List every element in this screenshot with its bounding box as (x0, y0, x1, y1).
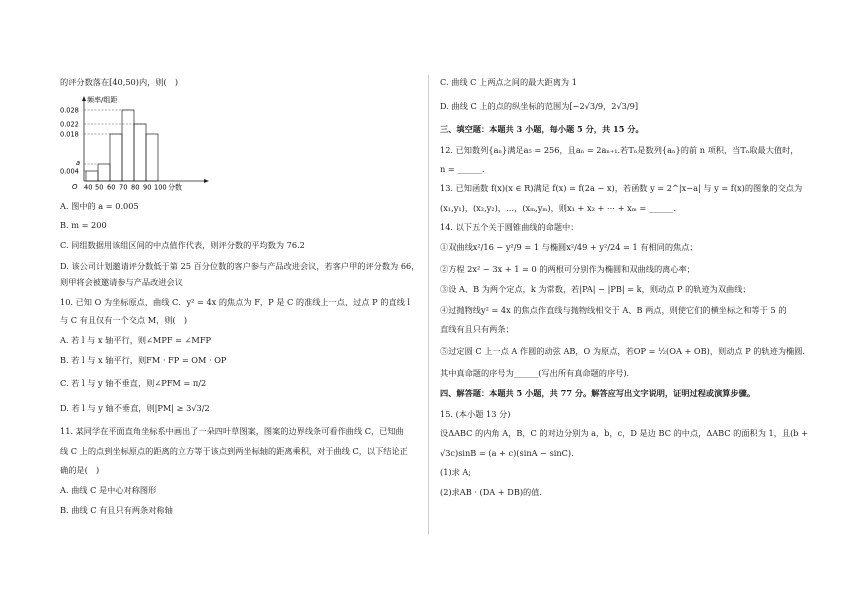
hist-bar (86, 171, 98, 181)
q11-option-c: C. 曲线 C 上两点之间的最大距离为 1 (440, 77, 577, 87)
q11-stem-line2: 线 C 上的点到坐标原点的距离的立方等于该点到两坐标轴的距离乘积，对于曲线 C，以下结论正 (60, 446, 408, 456)
q15-stem-line1: 设ΔABC 的内角 A，B，C 的对边分别为 a，b，c，D 是边 BC 的中点，ΔABC 的面积为 1，且(b + (440, 428, 809, 438)
q14-proposition-4-line2: 直线有且只有两条； (440, 324, 514, 334)
q10-stem-line2: 与 C 有且仅有一个交点 M，则( ) (60, 315, 188, 325)
q11-stem-line3: 确的是( ) (60, 465, 100, 475)
frequency-histogram (60, 93, 210, 193)
q9-option-d-line1: D. 该公司计划邀请评分数低于第 25 百分位数的客户参与产品改进会议，若客户甲的评分数为 66， (60, 261, 420, 271)
hist-xlabel: 分数 (168, 183, 182, 192)
hist-bar (110, 134, 122, 181)
q15-part-2: (2)求AB · (DA + DB)的值. (440, 487, 543, 497)
x-tick: 40 (84, 183, 93, 192)
y-tick: a (76, 159, 81, 167)
section-4-heading: 四、解答题：本题共 5 小题，共 77 分。解答应写出文字说明，证明过程或演算步骤。 (440, 388, 756, 398)
q11-option-a: A. 曲线 C 是中心对称图形 (60, 485, 157, 495)
q10-option-b: B. 若 l 与 x 轴平行，则FM · FP = OM · OP (60, 355, 227, 365)
q14-proposition-5: ⑤过定圆 C 上一点 A 作圆的动弦 AB，O 为原点，若OP = ½(OA + OB)，则动点 P 的轨迹为椭圆. (440, 346, 806, 356)
q10-option-d: D. 若 l 与 y 轴不垂直，则|PM| ≥ 3√3/2 (60, 403, 210, 413)
q9-option-d-line2: 则甲将会被邀请参与产品改进会议 (60, 277, 183, 287)
q9-option-c: C. 同组数据用该组区间的中点值作代表，则评分数的平均数为 76.2 (60, 240, 305, 250)
x-tick: 100 (154, 183, 167, 192)
hist-bar (98, 164, 110, 181)
q12-line2: n = ______. (440, 164, 485, 174)
x-tick: 90 (143, 183, 152, 192)
q10-option-a: A. 若 l 与 x 轴平行，则∠MPF = ∠MFP (60, 335, 212, 345)
q9-option-a: A. 图中的 a = 0.005 (60, 201, 139, 211)
hist-bar (122, 110, 134, 181)
q12-line1: 12. 已知数列{aₙ}满足a₅ = 256，且aₙ = 2aₙ₊₁.若Tₙ是数列{aₙ}的前 n 项积，当Tₙ取最大值时， (440, 145, 799, 155)
q11-stem-line1: 11. 某同学在平面直角坐标系中画出了一朵四叶草图案，图案的边界线条可看作曲线 C，已知曲 (60, 426, 404, 436)
column-divider (428, 75, 429, 535)
q15-header: 15. (本小题 13 分) (440, 409, 511, 419)
y-tick: 0.004 (60, 167, 79, 176)
x-tick: 70 (119, 183, 128, 192)
q13-line1: 13. 已知函数 f(x)(x ∈ R)满足 f(x) = f(2a − x)，若函数 y = 2^|x−a| 与 y = f(x)的图象的交点为 (440, 183, 803, 193)
q14-proposition-2: ②方程 2x² − 3x + 1 = 0 的两根可分别作为椭圆和双曲线的离心率； (440, 264, 695, 274)
hist-origin: O (72, 183, 78, 191)
q11-option-d: D. 曲线 C 上的点的纵坐标的范围为[−2√3/9，2√3/9] (440, 101, 639, 111)
q11-option-b: B. 曲线 C 有且只有两条对称轴 (60, 505, 173, 515)
y-tick: 0.018 (60, 130, 79, 139)
q15-stem-line2: √3c)sinB = (a + c)(sinA − sinC). (440, 448, 574, 458)
q15-part-1: (1)求 A; (440, 467, 472, 477)
hist-bar (134, 124, 146, 181)
hist-bar (146, 134, 158, 181)
q13-line2: (x₁,y₁)，(x₂,y₂)，…，(xₘ,yₘ)，则x₁ + x₂ + ⋯ + xₘ = ______. (440, 203, 677, 213)
q14-proposition-1: ①双曲线x²/16 − y²/9 = 1 与椭圆x²/49 + y²/24 = 1 有相同的焦点； (440, 242, 698, 252)
x-tick: 60 (107, 183, 116, 192)
q14-proposition-3: ③设 A、B 为两个定点，k 为常数，若|PA| − |PB| = k，则动点 P 的轨迹为双曲线； (440, 284, 751, 294)
x-tick: 80 (131, 183, 140, 192)
y-tick: 0.022 (60, 120, 79, 129)
q9-intro: 的评分数落在[40,50)内，则( ) (60, 77, 179, 87)
q10-stem-line1: 10. 已知 O 为坐标原点，曲线 C．y² = 4x 的焦点为 F，P 是 C 的准线上一点，过点 P 的直线 l (60, 297, 411, 307)
y-tick: 0.028 (60, 106, 79, 115)
q10-option-c: C. 若 l 与 y 轴不垂直，则∠PFM = π/2 (60, 378, 207, 388)
hist-ylabel: 频率/组距 (87, 96, 118, 104)
section-3-heading: 三、填空题：本题共 3 小题，每小题 5 分，共 15 分。 (440, 124, 644, 134)
q14-proposition-4-line1: ④过抛物线y² = 4x 的焦点作直线与抛物线相交于 A、B 两点，则使它们的横坐标之和等于 5 的 (440, 305, 787, 315)
q9-option-b: B. m = 200 (60, 220, 107, 230)
q14-stem: 14. 以下五个关于圆锥曲线的命题中： (440, 222, 579, 232)
x-tick: 50 (95, 183, 104, 192)
q14-answer-prompt: 其中真命题的序号为______(写出所有真命题的序号). (440, 368, 630, 378)
